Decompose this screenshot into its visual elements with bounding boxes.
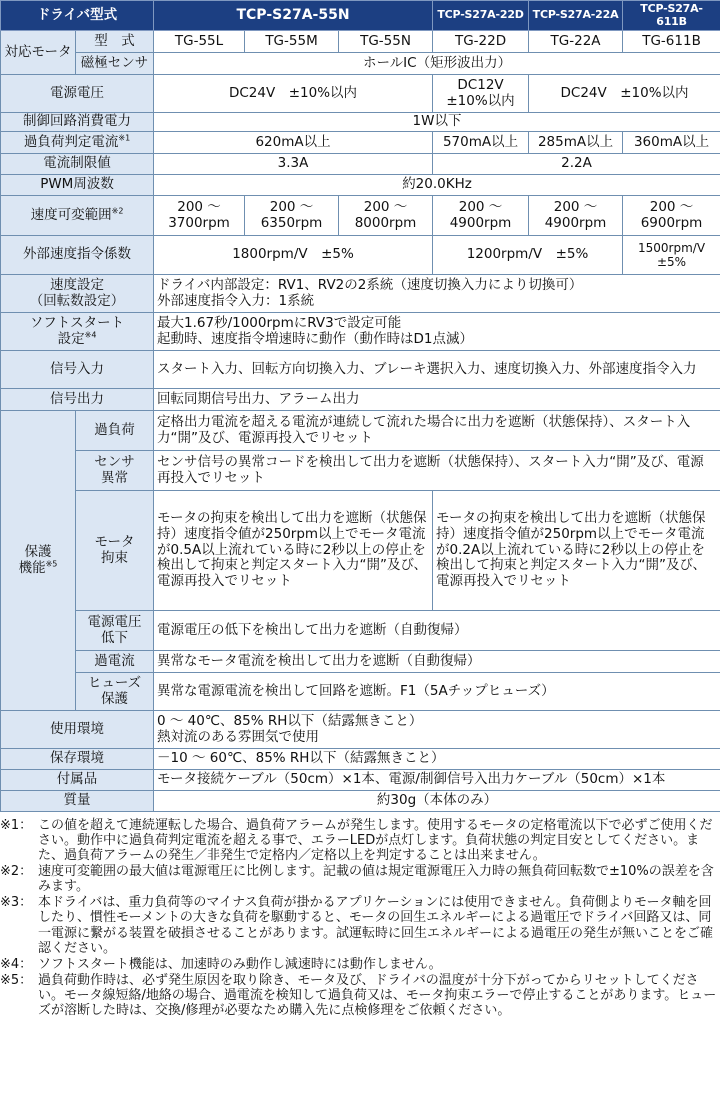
protection-lowv-row bbox=[1, 611, 720, 651]
ext-speed-611b bbox=[623, 236, 720, 275]
speed-range-22d-min: 200 〜 bbox=[458, 198, 503, 215]
protection-sensor-row bbox=[1, 451, 720, 491]
footnote-4-mark: ※4： bbox=[0, 956, 33, 972]
env-value bbox=[154, 711, 720, 749]
soft-start-note-mark: ※4 bbox=[84, 330, 97, 339]
current-limit-other: 2.2A bbox=[433, 154, 720, 175]
speed-range-note-mark: ※2 bbox=[111, 206, 124, 216]
env-line1: 0 〜 40℃、85% RH以下（結露無きこと） bbox=[157, 712, 423, 729]
motor-type-55l: TG-55L bbox=[154, 31, 245, 53]
speed-range-611b bbox=[623, 196, 720, 236]
signal-out-value: 回転同期信号出力、アラーム出力 bbox=[154, 389, 720, 411]
speed-range-22a-max: 4900rpm bbox=[544, 214, 607, 231]
protection-sensor-label-b: 異常 bbox=[101, 469, 128, 486]
soft-start-line1: 最大1.67秒/1000rpmにRV3で設定可能 bbox=[157, 314, 402, 331]
protection-fuse-row bbox=[1, 673, 720, 711]
protection-overload-row bbox=[1, 411, 720, 451]
ext-speed-611b-b: ±5% bbox=[656, 255, 687, 269]
footnote-4 bbox=[0, 957, 720, 972]
control-power-label: 制御回路消費電力 bbox=[1, 113, 154, 132]
soft-start-label-b: 設定 bbox=[57, 330, 85, 347]
protection-lock-label-a: モータ bbox=[94, 533, 135, 550]
protection-sensor-label-a: センサ bbox=[94, 453, 135, 470]
signal-in-value: スタート入力、回転方向切換入力、ブレーキ選択入力、速度切換入力、外部速度指令入力 bbox=[154, 351, 720, 389]
ext-speed-row bbox=[1, 236, 720, 275]
motor-type-label: 型 式 bbox=[76, 31, 154, 53]
speed-range-55l-max: 3700rpm bbox=[168, 214, 230, 231]
protection-lock-text-main: モータの拘束を検出して出力を遮断（状態保持）速度指令値が250rpm以上でモータ電流が0.5A以上流れている時に2秒以上の停止を検出して拘束と判定スタート入力“開”及び、電源再投入でリセット bbox=[154, 491, 433, 611]
protection-lowv-label bbox=[76, 611, 154, 651]
soft-start-line2: 起動時、速度指令増速時に動作（動作時はD1点滅） bbox=[157, 330, 473, 347]
protection-label-a: 保護 bbox=[24, 543, 52, 560]
sensor-value: ホールIC（矩形波出力） bbox=[154, 53, 720, 75]
env-label: 使用環境 bbox=[1, 711, 154, 749]
speed-range-55m-min: 200 〜 bbox=[269, 198, 314, 215]
speed-range-22d bbox=[433, 196, 529, 236]
env-line2: 熱対流のある雰囲気で使用 bbox=[157, 728, 320, 745]
sensor-row bbox=[1, 53, 720, 75]
control-power-value: 1W以下 bbox=[154, 113, 720, 132]
accessories-label: 付属品 bbox=[1, 770, 154, 791]
voltage-22d-a: DC12V bbox=[457, 76, 504, 93]
protection-overload-text: 定格出力電流を超える電流が連続して流れた場合に出力を遮断（状態保持）、スタート入力“開”及び、電源再投入でリセット bbox=[154, 411, 720, 451]
speed-setting-label-a: 速度設定 bbox=[50, 276, 104, 293]
speed-range-55m bbox=[245, 196, 339, 236]
protection-fuse-label-b: 保護 bbox=[101, 690, 128, 707]
overload-row bbox=[1, 132, 720, 154]
motor-type-22d: TG-22D bbox=[433, 31, 529, 53]
current-limit-main: 3.3A bbox=[154, 154, 433, 175]
voltage-other: DC24V ±10%以内 bbox=[529, 75, 720, 113]
accessories-value: モータ接続ケーブル（50cm）×1本、電源/制御信号入出力ケーブル（50cm）×1本 bbox=[154, 770, 720, 791]
protection-fuse-label-a: ヒューズ bbox=[87, 674, 142, 691]
pwm-value: 約20.0KHz bbox=[154, 175, 720, 196]
motor-type-row bbox=[1, 31, 720, 53]
storage-label: 保存環境 bbox=[1, 749, 154, 770]
ext-speed-22: 1200rpm/V ±5% bbox=[433, 236, 623, 275]
pwm-row bbox=[1, 175, 720, 196]
overload-label-text: 過負荷判定電流 bbox=[23, 133, 119, 150]
motor-type-55n: TG-55N bbox=[339, 31, 433, 53]
protection-overcurrent-label: 過電流 bbox=[76, 651, 154, 673]
speed-range-22a bbox=[529, 196, 623, 236]
footnote-1-text: この値を超えて連続運転した場合、過負荷アラームが発生します。使用するモータの定格電流以下で必ずご使用ください。動作中に過負荷判定電流を超える事で、エラーLEDが点灯します。負荷状態の判定目安としてください。また、過負荷アラームの発生／非発生で定格内／定格以上を判定することは出来ません。 bbox=[38, 818, 713, 864]
current-limit-row bbox=[1, 154, 720, 175]
footnote-2 bbox=[0, 864, 720, 894]
signal-out-label: 信号出力 bbox=[1, 389, 154, 411]
footnote-3-text: 本ドライバは、重力負荷等のマイナス負荷が掛かるアプリケーションには使用できません。負荷側よりモータ軸を回したり、慣性モーメントの大きな負荷を駆動すると、モータの回生エネルギーによる過電圧でドライバ回路又は、同一電源に繋がる装置を破損させることがあります。試運転時に回生エネルギーによる過電圧の発生が無いことをご確認ください。 bbox=[38, 895, 713, 956]
voltage-main: DC24V ±10%以内 bbox=[154, 75, 433, 113]
protection-lowv-text: 電源電圧の低下を検出して出力を遮断（自動復帰） bbox=[154, 611, 720, 651]
speed-setting-row bbox=[1, 275, 720, 313]
overload-611b: 360mA以上 bbox=[623, 132, 720, 154]
overload-main: 620mA以上 bbox=[154, 132, 433, 154]
protection-lowv-label-b: 低下 bbox=[101, 629, 128, 646]
motor-label bbox=[1, 31, 76, 75]
protection-lock-text-other: モータの拘束を検出して出力を遮断（状態保持）速度指令値が250rpm以上でモータ電流が0.2A以上流れている時に2秒以上の停止を検出して拘束と判定スタート入力“開”及び、電源再投入でリセット bbox=[433, 491, 720, 611]
model-header-row bbox=[1, 1, 720, 31]
storage-value: －10 〜 60℃、85% RH以下（結露無きこと） bbox=[154, 749, 720, 770]
overload-22d: 570mA以上 bbox=[433, 132, 529, 154]
model-22d: TCP-S27A-22D bbox=[433, 1, 529, 31]
speed-range-55n-max: 8000rpm bbox=[354, 214, 417, 231]
model-611b: TCP-S27A-611B bbox=[623, 1, 720, 31]
ext-speed-main: 1800rpm/V ±5% bbox=[154, 236, 433, 275]
mass-row bbox=[1, 791, 720, 812]
overload-note-mark: ※1 bbox=[118, 133, 131, 143]
protection-fuse-text: 異常な電源電流を検出して回路を遮断。F1（5Aチップヒューズ） bbox=[154, 673, 720, 711]
speed-range-row bbox=[1, 196, 720, 236]
signal-in-label: 信号入力 bbox=[1, 351, 154, 389]
model-main: TCP-S27A-55N bbox=[154, 1, 433, 31]
protection-overcurrent-text: 異常なモータ電流を検出して出力を遮断（自動復帰） bbox=[154, 651, 720, 673]
footnote-5 bbox=[0, 973, 720, 1018]
motor-type-611b: TG-611B bbox=[623, 31, 720, 53]
voltage-row bbox=[1, 75, 720, 113]
sensor-label: 磁極センサ bbox=[76, 53, 154, 75]
env-row bbox=[1, 711, 720, 749]
control-power-row bbox=[1, 113, 720, 132]
soft-start-label-a: ソフトスタート bbox=[29, 314, 125, 331]
soft-start-row bbox=[1, 313, 720, 351]
protection-fuse-label bbox=[76, 673, 154, 711]
ext-speed-611b-a: 1500rpm/V bbox=[638, 240, 706, 255]
speed-range-55n-min: 200 〜 bbox=[363, 198, 408, 215]
pwm-label: PWM周波数 bbox=[1, 175, 154, 196]
speed-range-55l bbox=[154, 196, 245, 236]
speed-range-55l-min: 200 〜 bbox=[177, 198, 221, 215]
speed-setting-line2: 外部速度指令入力：1系統 bbox=[157, 292, 315, 309]
model-22a: TCP-S27A-22A bbox=[529, 1, 623, 31]
speed-range-611b-max: 6900rpm bbox=[640, 214, 703, 231]
protection-label bbox=[1, 411, 76, 711]
speed-range-55n bbox=[339, 196, 433, 236]
protection-lock-row bbox=[1, 491, 720, 611]
footnote-4-text: ソフトスタート機能は、加速時のみ動作し減速時には動作しません。 bbox=[38, 956, 442, 972]
speed-range-label bbox=[1, 196, 154, 236]
voltage-22d bbox=[433, 75, 529, 113]
speed-setting-line1: ドライバ内部設定：RV1、RV2の2系統（速度切換入力により切換可） bbox=[157, 276, 583, 293]
footnotes bbox=[0, 812, 720, 1018]
current-limit-label: 電流制限値 bbox=[1, 154, 154, 175]
signal-out-row bbox=[1, 389, 720, 411]
motor-label-text: 対応モータ bbox=[4, 43, 72, 60]
protection-sensor-label bbox=[76, 451, 154, 491]
protection-label-b: 機能 bbox=[18, 559, 46, 576]
protection-overcurrent-row bbox=[1, 651, 720, 673]
footnote-1-mark: ※1： bbox=[0, 818, 33, 833]
protection-lock-label-b: 拘束 bbox=[101, 549, 128, 566]
protection-overload-label: 過負荷 bbox=[76, 411, 154, 451]
speed-range-611b-min: 200 〜 bbox=[649, 198, 694, 215]
signal-in-row bbox=[1, 351, 720, 389]
speed-setting-label-b: （回転数設定） bbox=[29, 292, 125, 309]
footnote-1 bbox=[0, 818, 720, 863]
footnote-3 bbox=[0, 895, 720, 955]
voltage-22d-b: ±10%以内 bbox=[446, 92, 515, 109]
footnote-2-mark: ※2： bbox=[0, 864, 33, 880]
ext-speed-label: 外部速度指令係数 bbox=[1, 236, 154, 275]
protection-lowv-label-a: 電源電圧 bbox=[87, 613, 142, 630]
footnote-2-text: 速度可変範囲の最大値は電源電圧に比例します。記載の値は規定電源電圧入力時の無負荷回転数で±10%の誤差を含みます。 bbox=[38, 864, 714, 895]
accessories-row bbox=[1, 770, 720, 791]
speed-range-22a-min: 200 〜 bbox=[553, 198, 598, 215]
driver-model-label: ドライバ型式 bbox=[1, 1, 154, 31]
footnote-5-text: 過負荷動作時は、必ず発生原因を取り除き、モータ及び、ドライバの温度が十分下がってからリセットしてください。モータ線短絡/地絡の場合、過電流を検知して過負荷又は、モータ拘束エラーで停止することがあります。ヒューズが溶断した時は、交換/修理が必要なため購入先に点検修理をご依頼ください。 bbox=[38, 972, 717, 1018]
motor-type-22a: TG-22A bbox=[529, 31, 623, 53]
soft-start-value bbox=[154, 313, 720, 351]
mass-label: 質量 bbox=[1, 791, 154, 812]
speed-range-55m-max: 6350rpm bbox=[260, 214, 323, 231]
storage-row bbox=[1, 749, 720, 770]
speed-setting-value bbox=[154, 275, 720, 313]
footnote-5-mark: ※5： bbox=[0, 972, 33, 988]
overload-label bbox=[1, 132, 154, 154]
overload-22a: 285mA以上 bbox=[529, 132, 623, 154]
footnote-3-mark: ※3： bbox=[0, 895, 33, 911]
speed-setting-label bbox=[1, 275, 154, 313]
speed-range-label-text: 速度可変範囲 bbox=[30, 206, 112, 223]
motor-type-55m: TG-55M bbox=[245, 31, 339, 53]
voltage-label: 電源電圧 bbox=[1, 75, 154, 113]
protection-note-mark: ※5 bbox=[45, 559, 58, 568]
protection-lock-label bbox=[76, 491, 154, 611]
speed-range-22d-max: 4900rpm bbox=[449, 214, 512, 231]
mass-value: 約30g（本体のみ） bbox=[154, 791, 720, 812]
protection-sensor-text: センサ信号の異常コードを検出して出力を遮断（状態保持）、スタート入力“開”及び、電源再投入でリセット bbox=[154, 451, 720, 491]
soft-start-label bbox=[1, 313, 154, 351]
